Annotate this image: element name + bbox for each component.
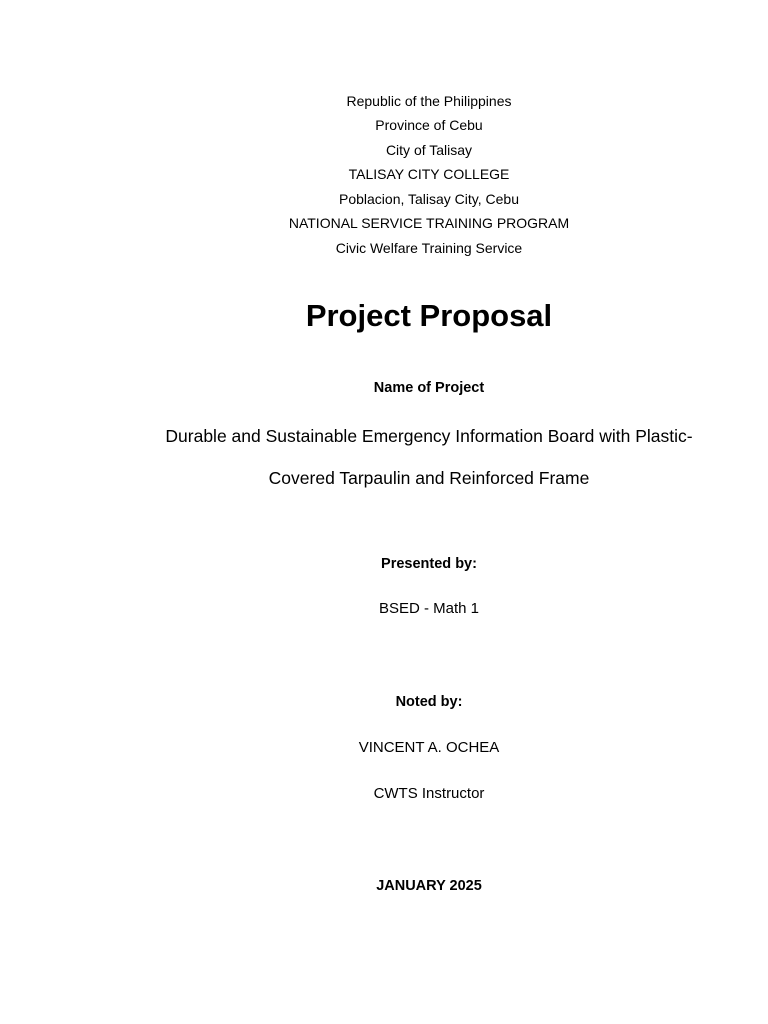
document-date: JANUARY 2025 [376,878,482,894]
project-name-label: Name of Project [373,380,485,396]
header-college: TALISAY CITY COLLEGE [348,166,510,182]
header-country: Republic of the Philippines [346,93,512,109]
noted-by-label: Noted by: [395,694,463,710]
header-program: NATIONAL SERVICE TRAINING PROGRAM [288,215,570,231]
presented-by-value: BSED - Math 1 [378,600,480,617]
project-name-line-2: Covered Tarpaulin and Reinforced Frame [268,468,590,488]
header-service: Civic Welfare Training Service [335,240,523,256]
noted-by-name: VINCENT A. OCHEA [358,739,500,756]
header-city: City of Talisay [385,142,473,158]
project-name-line-1: Durable and Sustainable Emergency Information Board with Plastic- [165,426,693,446]
noted-by-role: CWTS Instructor [373,785,485,802]
presented-by-label: Presented by: [381,556,477,572]
header-address: Poblacion, Talisay City, Cebu [338,191,520,207]
page-title: Project Proposal [305,298,553,333]
header-province: Province of Cebu [375,117,483,133]
